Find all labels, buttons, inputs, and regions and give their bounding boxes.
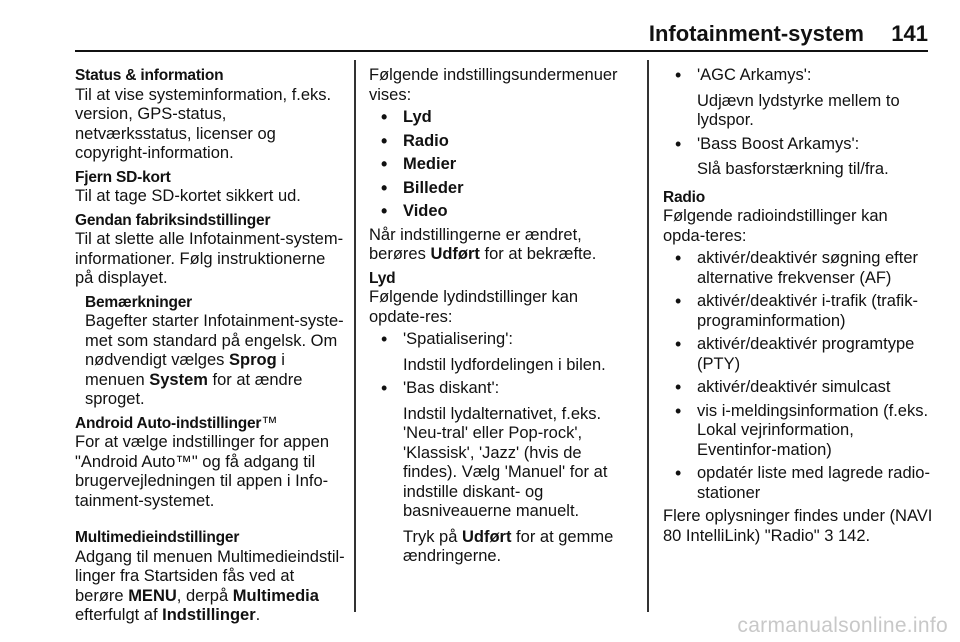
note-text: Bagefter starter Infotainment-syste-met som standard på engelsk. Om nødvendigt vælges Sprog i menuen System for at ændre sproget. bbox=[85, 312, 344, 408]
submenu-item: • Lyd bbox=[369, 108, 637, 128]
submenu-list bbox=[369, 108, 637, 222]
list-item: • aktivér/deaktivér søgning efter alternative frekvenser (AF) bbox=[663, 249, 933, 288]
heading-lyd: Lyd bbox=[369, 269, 396, 287]
submenu-item: • Video bbox=[369, 202, 637, 222]
text-changed: Når indstillingerne er ændret, berøres Udført for at bekræfte. bbox=[369, 225, 597, 263]
note-heading: Bemærkninger bbox=[85, 293, 192, 311]
text-sd: Til at tage SD-kortet sikkert ud. bbox=[75, 187, 301, 205]
page-ref-icon: 3 bbox=[824, 526, 834, 545]
column-1 bbox=[75, 66, 345, 626]
lyd-list bbox=[369, 330, 637, 567]
text-reset: Til at slette alle Infotainment-system-informationer. Følg instruktionerne på displayet. bbox=[75, 230, 344, 287]
text-multimedia: Adgang til menuen Multimedieindstil-linger fra Startsiden fås ved at berøre MENU, derpå Multimedia efterfulgt af Indstillinger. bbox=[75, 547, 345, 624]
watermark: carmanualsonline.info bbox=[737, 614, 948, 637]
submenu-item: • Billeder bbox=[369, 179, 637, 199]
list-item-bass-boost: • 'Bass Boost Arkamys': Slå basforstærkning til/fra. bbox=[663, 135, 933, 180]
list-item: • opdatér liste med lagrede radio-stationer bbox=[663, 464, 933, 503]
column-divider-2 bbox=[647, 60, 649, 612]
page-header bbox=[75, 21, 928, 50]
header-rule bbox=[75, 50, 928, 52]
list-item-agc: • 'AGC Arkamys': Udjævn lydstyrke mellem to lydspor. bbox=[663, 66, 933, 131]
list-item: • aktivér/deaktivér i-trafik (trafik-programinformation) bbox=[663, 292, 933, 331]
page-title: Infotainment-system bbox=[648, 21, 864, 46]
text-more-info: Flere oplysninger findes under (NAVI 80 IntelliLink) "Radio" 3 142. bbox=[663, 507, 933, 545]
text-android-auto: For at vælge indstillinger for appen "Android Auto™" og få adgang til brugervejledningen til appen i Info-tainment-systemet. bbox=[75, 433, 330, 510]
list-item: • aktivér/deaktivér programtype (PTY) bbox=[663, 335, 933, 374]
list-item-bas: • 'Bas diskant': Indstil lydalternativet, f.eks. 'Neu-tral' eller Pop-rock', 'Klassisk', 'Jazz' (hvis de findes). Vælg 'Manuel' for at indstille diskant- og basniveauerne manuelt. Tryk på Udført for at gemme ændringerne. bbox=[369, 379, 637, 567]
heading-reset: Gendan fabriksindstillinger bbox=[75, 211, 271, 229]
list-item-spatial: • 'Spatialisering': Indstil lydfordelingen i bilen. bbox=[369, 330, 637, 375]
column-divider-1 bbox=[354, 60, 356, 612]
heading-android-auto: Android Auto-indstillinger™ bbox=[75, 413, 278, 432]
column-3 bbox=[663, 66, 933, 546]
submenu-item: • Radio bbox=[369, 132, 637, 152]
submenu-item: • Medier bbox=[369, 155, 637, 175]
heading-multimedia: Multimedieindstillinger bbox=[75, 529, 240, 546]
list-item: • vis i-meldingsinformation (f.eks. Lokal vejrinformation, Eventinfor-mation) bbox=[663, 402, 933, 461]
text-radio: Følgende radioindstillinger kan opda-teres: bbox=[663, 207, 888, 245]
note-box bbox=[85, 293, 345, 410]
text-status: Til at vise systeminformation, f.eks. version, GPS-status, netværksstatus, licenser og copyright-information. bbox=[75, 85, 332, 162]
text-lyd: Følgende lydindstillinger kan opdate-res: bbox=[369, 288, 579, 326]
list-item: • aktivér/deaktivér simulcast bbox=[663, 378, 933, 398]
text-intro: Følgende indstillingsundermenuer vises: bbox=[369, 66, 618, 104]
page-number: 141 bbox=[891, 21, 928, 46]
arkamys-list bbox=[663, 66, 933, 180]
heading-radio: Radio bbox=[663, 188, 706, 206]
column-2 bbox=[369, 66, 637, 571]
heading-sd: Fjern SD-kort bbox=[75, 168, 171, 186]
radio-list bbox=[663, 249, 933, 503]
heading-status: Status & information bbox=[75, 67, 224, 84]
